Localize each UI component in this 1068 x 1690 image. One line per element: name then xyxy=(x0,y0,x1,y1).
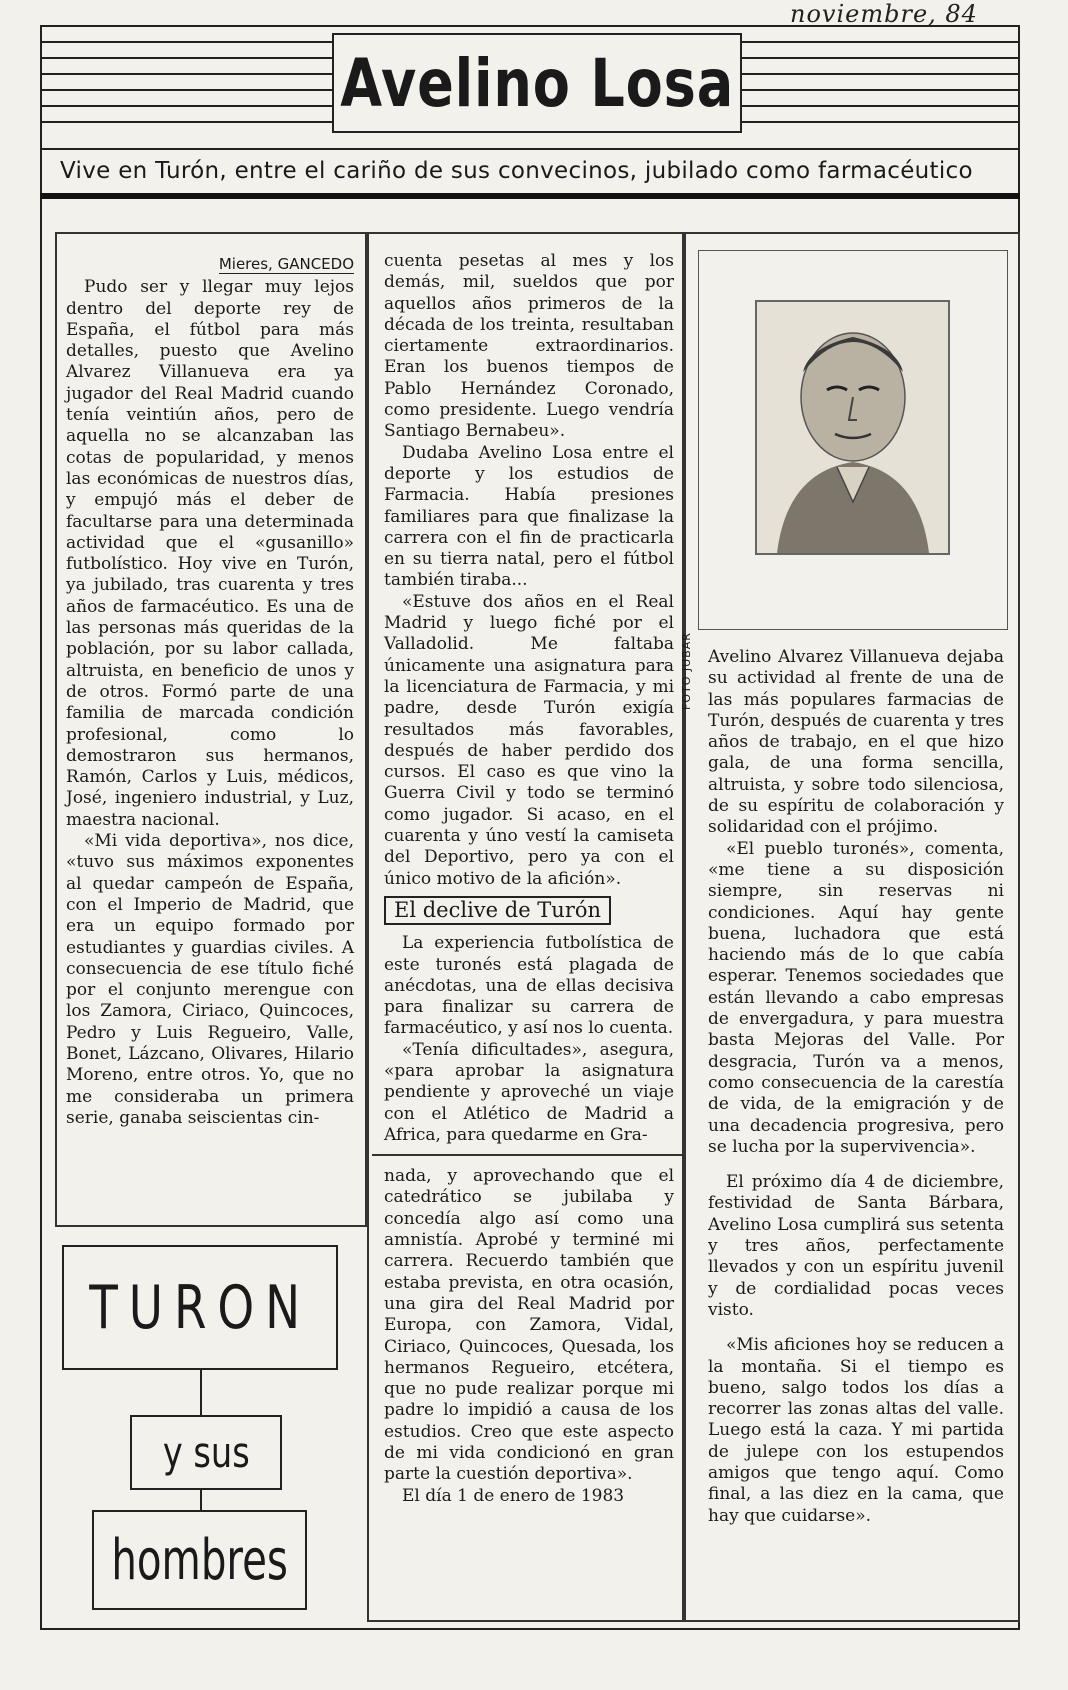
portrait-photo xyxy=(755,300,950,555)
logo-box-1 xyxy=(62,1245,338,1370)
header-frame xyxy=(40,25,1020,150)
column-3 xyxy=(708,647,1004,1527)
paragraph: Dudaba Avelino Losa entre el deporte y los estudios de Farmacia. Había presiones familiares para que finalizase la carrera con el fin de practicarla en su tierra natal, pero el fútbol también tiraba... xyxy=(384,442,674,591)
paragraph: La experiencia futbolística de este turonés está plagada de anécdotas, una de ellas decisiva para finalizar su carrera de farmacéutico, y así nos lo cuenta. xyxy=(384,933,674,1039)
paragraph: «Estuve dos años en el Real Madrid y luego fiché por el Valladolid. Me faltaba únicamente una asignatura para la licenciatura de Farmacia, y mi padre, desde Turón exigía resultados más favorables, después de haber perdido dos cursos. El caso es que vino la Guerra Civil y todo se terminó como jugador. Si acaso, en el cuarenta y úno vestí la camiseta del Deportivo, pero ya con el único motivo de la afición». xyxy=(384,591,674,889)
logo-box-3 xyxy=(92,1510,307,1610)
byline: Mieres, GANCEDO xyxy=(218,255,354,273)
paragraph: Avelino Alvarez Villanueva dejaba su actividad al frente de una de las más populares farmacias de Turón, después de cuarenta y tres años de trabajo, en el que hizo gala, de una forma sencilla, altruista, y sobre todo silenciosa, de su espíritu de colaboración y solidaridad con el prójimo. xyxy=(708,647,1004,838)
portrait-icon xyxy=(757,302,948,553)
column-2 xyxy=(384,251,674,1507)
column-1 xyxy=(66,254,354,1129)
article-title: Avelino Losa xyxy=(340,44,734,122)
paragraph: nada, y aprovechando que el catedrático se jubilaba y concedía algo así como una amnistía. Aprobé y terminé mi carrera. Recuerdo también que estaba prevista, en otra ocasión, una gira del Real Madrid por Europa, con Zamora, Vidal, Ciriaco, Quincoces, Quesada, los hermanos Regueiro, etcétera, que no pude realizar porque mi padre lo impidió a causa de los estudios. Creo que este aspecto de mi vida condicionó en gran parte la cuestión deportiva». xyxy=(384,1166,674,1485)
photo-credit: FOTO JUBAR xyxy=(680,632,693,710)
paragraph: El día 1 de enero de 1983 xyxy=(402,1485,625,1506)
handwritten-annotation: noviembre, 84 xyxy=(790,0,978,28)
paragraph: cuenta pesetas al mes y los demás, mil, sueldos que por aquellos años primeros de la década de los treinta, resultaban ciertamente extraordinarios. Eran los buenos tiempos de Pablo Hernández Coronado, como presidente. Luego vendría Santiago Bernabeu». xyxy=(384,251,674,442)
logo-box-2 xyxy=(130,1415,282,1490)
paragraph: «Mi vida deportiva», nos dice, «tuvo sus máximos exponentes al quedar campeón de España, con el Imperio de Madrid, que era un equipo formado por estudiantes y guardias civiles. A consecuencia de ese título fiché por el conjunto merengue con los Zamora, Ciriaco, Quincoces, Pedro y Luis Regueiro, Valle, Bonet, Lázcano, Olivares, Hilario Moreno, entre otros. Yo, que no me consideraba un primera serie, ganaba seiscientas cin- xyxy=(66,831,354,1128)
logo-line-2: y sus xyxy=(162,1428,250,1477)
logo-line-3: hombres xyxy=(111,1527,288,1593)
column-2-divider xyxy=(372,1154,686,1156)
paragraph: «Mis aficiones hoy se reducen a la montaña. Si el tiempo es bueno, salgo todos los días a recorrer las zonas altas del valle. Luego está la caza. Y mi partida de julepe con los estupendos amigos que tengo aquí. Como final, a las diez en la cama, que hay que cuidarse». xyxy=(708,1335,1004,1526)
article-subtitle: Vive en Turón, entre el cariño de sus convecinos, jubilado como farmacéutico xyxy=(60,158,973,184)
section-heading: El declive de Turón xyxy=(384,896,611,925)
logo-line-1: TURON xyxy=(89,1272,311,1343)
paragraph: Pudo ser y llegar muy lejos dentro del deporte rey de España, el fútbol para más detalles, puesto que Avelino Alvarez Villanueva era ya jugador del Real Madrid cuando tenía veintiún años, pero de aquella no se alcanzaban las cotas de popularidad, y menos las económicas de nuestros días, y empujó más el deber de facultarse para una determinada actividad que el «gusanillo» futbolístico. Hoy vive en Turón, ya jubilado, tras cuarenta y tres años de farmacéutico. Es una de las personas más queridas de la población, por su labor callada, altruista, en beneficio de unos y de otros. Formó parte de una familia de marcada condición profesional, como lo demostraron sus hermanos, Ramón, Carlos y Luis, médicos, José, ingeniero industrial, y Luz, maestra nacional. xyxy=(66,277,354,830)
subtitle-rule xyxy=(40,193,1020,199)
paragraph: El próximo día 4 de diciembre, festividad de Santa Bárbara, Avelino Losa cumplirá sus setenta y tres años, perfectamente llevados y con un espíritu juvenil y de cordialidad pocas veces visto. xyxy=(708,1172,1004,1320)
title-box xyxy=(332,33,742,133)
paragraph: «El pueblo turonés», comenta, «me tiene a su disposición siempre, sin reservas ni condiciones. Aquí hay gente buena, luchadora que está haciendo más de lo que cabía esperar. Tenemos sociedades que están llevando a cabo empresas de envergadura, y para muestra basta Mejoras del Valle. Por desgracia, Turón va a menos, como consecuencia de la carestía de vida, de la emigración y de una decadencia progresiva, pero se lucha por la supervivencia». xyxy=(708,838,1004,1157)
paragraph: «Tenía dificultades», asegura, «para aprobar la asignatura pendiente y aproveché un viaje con el Atlético de Madrid a Africa, para quedarme en Gra- xyxy=(384,1039,674,1145)
turon-logo xyxy=(62,1245,362,1620)
